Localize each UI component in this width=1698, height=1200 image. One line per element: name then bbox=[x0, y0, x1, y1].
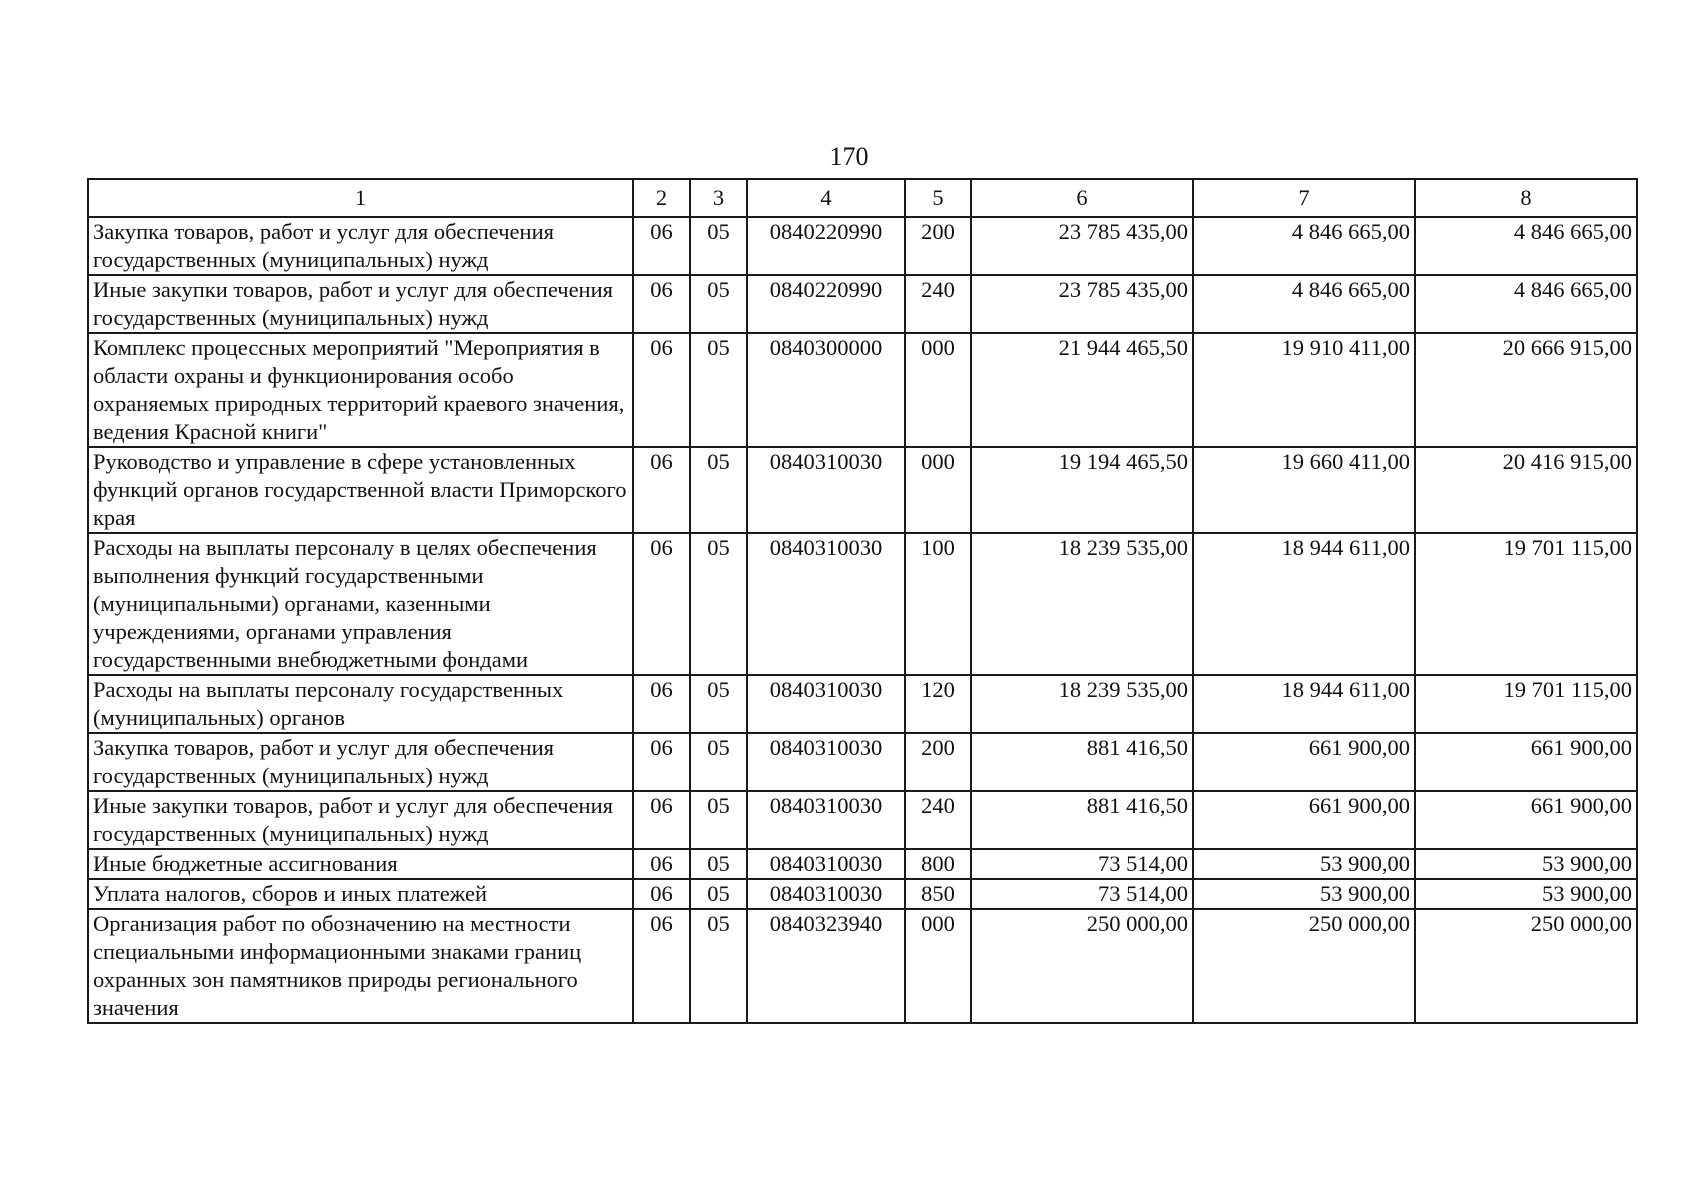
section-code: 06 bbox=[633, 879, 690, 909]
expense-name: Иные закупки товаров, работ и услуг для обеспечения государственных (муниципальных) нужд bbox=[88, 791, 633, 849]
subsection-code: 05 bbox=[690, 333, 747, 447]
amount-col-8: 53 900,00 bbox=[1415, 879, 1637, 909]
amount-col-8: 20 416 915,00 bbox=[1415, 447, 1637, 533]
target-article-code: 0840310030 bbox=[747, 733, 905, 791]
amount-col-7: 661 900,00 bbox=[1193, 733, 1415, 791]
amount-col-6: 73 514,00 bbox=[971, 879, 1193, 909]
expense-name: Иные закупки товаров, работ и услуг для обеспечения государственных (муниципальных) нужд bbox=[88, 275, 633, 333]
amount-col-6: 881 416,50 bbox=[971, 791, 1193, 849]
expense-name: Руководство и управление в сфере установленных функций органов государственной власти Приморского края bbox=[88, 447, 633, 533]
expense-type-code: 200 bbox=[905, 217, 971, 275]
table-row bbox=[88, 217, 1637, 275]
amount-col-7: 4 846 665,00 bbox=[1193, 275, 1415, 333]
column-header: 3 bbox=[690, 179, 747, 217]
expense-name: Расходы на выплаты персоналу государственных (муниципальных) органов bbox=[88, 675, 633, 733]
expense-name: Уплата налогов, сборов и иных платежей bbox=[88, 879, 633, 909]
expense-type-code: 000 bbox=[905, 909, 971, 1023]
column-header: 1 bbox=[88, 179, 633, 217]
amount-col-8: 53 900,00 bbox=[1415, 849, 1637, 879]
amount-col-7: 661 900,00 bbox=[1193, 791, 1415, 849]
section-code: 06 bbox=[633, 275, 690, 333]
expense-name: Иные бюджетные ассигнования bbox=[88, 849, 633, 879]
amount-col-6: 23 785 435,00 bbox=[971, 275, 1193, 333]
amount-col-7: 53 900,00 bbox=[1193, 849, 1415, 879]
target-article-code: 0840310030 bbox=[747, 849, 905, 879]
expense-name: Комплекс процессных мероприятий "Мероприятия в области охраны и функционирования особо охраняемых природных территорий краевого значения, ведения Красной книги" bbox=[88, 333, 633, 447]
target-article-code: 0840310030 bbox=[747, 879, 905, 909]
expense-type-code: 800 bbox=[905, 849, 971, 879]
column-header: 4 bbox=[747, 179, 905, 217]
subsection-code: 05 bbox=[690, 733, 747, 791]
table-row bbox=[88, 447, 1637, 533]
subsection-code: 05 bbox=[690, 675, 747, 733]
amount-col-8: 19 701 115,00 bbox=[1415, 533, 1637, 675]
amount-col-8: 20 666 915,00 bbox=[1415, 333, 1637, 447]
subsection-code: 05 bbox=[690, 275, 747, 333]
expense-type-code: 850 bbox=[905, 879, 971, 909]
target-article-code: 0840220990 bbox=[747, 275, 905, 333]
amount-col-6: 19 194 465,50 bbox=[971, 447, 1193, 533]
section-code: 06 bbox=[633, 791, 690, 849]
budget-table bbox=[87, 178, 1638, 1024]
column-header: 5 bbox=[905, 179, 971, 217]
table-row bbox=[88, 675, 1637, 733]
target-article-code: 0840310030 bbox=[747, 447, 905, 533]
header-row bbox=[88, 179, 1637, 217]
target-article-code: 0840323940 bbox=[747, 909, 905, 1023]
section-code: 06 bbox=[633, 849, 690, 879]
table-row bbox=[88, 533, 1637, 675]
amount-col-8: 4 846 665,00 bbox=[1415, 275, 1637, 333]
expense-name: Закупка товаров, работ и услуг для обеспечения государственных (муниципальных) нужд bbox=[88, 733, 633, 791]
table-row bbox=[88, 879, 1637, 909]
section-code: 06 bbox=[633, 733, 690, 791]
expense-type-code: 100 bbox=[905, 533, 971, 675]
expense-type-code: 120 bbox=[905, 675, 971, 733]
amount-col-6: 881 416,50 bbox=[971, 733, 1193, 791]
section-code: 06 bbox=[633, 217, 690, 275]
table-body bbox=[88, 217, 1637, 1023]
table-row bbox=[88, 909, 1637, 1023]
table-row bbox=[88, 333, 1637, 447]
amount-col-7: 250 000,00 bbox=[1193, 909, 1415, 1023]
target-article-code: 0840310030 bbox=[747, 791, 905, 849]
section-code: 06 bbox=[633, 909, 690, 1023]
expense-name: Расходы на выплаты персоналу в целях обеспечения выполнения функций государственными (муниципальными) органами, казенными учреждениями, органами управления государственными внебюджетными фондами bbox=[88, 533, 633, 675]
subsection-code: 05 bbox=[690, 909, 747, 1023]
amount-col-6: 18 239 535,00 bbox=[971, 533, 1193, 675]
amount-col-7: 18 944 611,00 bbox=[1193, 675, 1415, 733]
expense-name: Закупка товаров, работ и услуг для обеспечения государственных (муниципальных) нужд bbox=[88, 217, 633, 275]
amount-col-8: 661 900,00 bbox=[1415, 791, 1637, 849]
section-code: 06 bbox=[633, 533, 690, 675]
table-row bbox=[88, 791, 1637, 849]
target-article-code: 0840220990 bbox=[747, 217, 905, 275]
column-header: 7 bbox=[1193, 179, 1415, 217]
amount-col-8: 4 846 665,00 bbox=[1415, 217, 1637, 275]
table-row bbox=[88, 849, 1637, 879]
subsection-code: 05 bbox=[690, 879, 747, 909]
subsection-code: 05 bbox=[690, 447, 747, 533]
amount-col-7: 18 944 611,00 bbox=[1193, 533, 1415, 675]
table-row bbox=[88, 733, 1637, 791]
amount-col-8: 250 000,00 bbox=[1415, 909, 1637, 1023]
amount-col-8: 19 701 115,00 bbox=[1415, 675, 1637, 733]
amount-col-7: 4 846 665,00 bbox=[1193, 217, 1415, 275]
table-row bbox=[88, 275, 1637, 333]
target-article-code: 0840300000 bbox=[747, 333, 905, 447]
amount-col-7: 19 910 411,00 bbox=[1193, 333, 1415, 447]
section-code: 06 bbox=[633, 333, 690, 447]
amount-col-6: 250 000,00 bbox=[971, 909, 1193, 1023]
section-code: 06 bbox=[633, 675, 690, 733]
amount-col-6: 21 944 465,50 bbox=[971, 333, 1193, 447]
subsection-code: 05 bbox=[690, 533, 747, 675]
amount-col-7: 19 660 411,00 bbox=[1193, 447, 1415, 533]
expense-name: Организация работ по обозначению на местности специальными информационными знаками границ охранных зон памятников природы регионального значения bbox=[88, 909, 633, 1023]
target-article-code: 0840310030 bbox=[747, 533, 905, 675]
page-number: 170 bbox=[829, 142, 869, 171]
expense-type-code: 000 bbox=[905, 447, 971, 533]
target-article-code: 0840310030 bbox=[747, 675, 905, 733]
column-header: 2 bbox=[633, 179, 690, 217]
expense-type-code: 240 bbox=[905, 791, 971, 849]
expense-type-code: 000 bbox=[905, 333, 971, 447]
amount-col-7: 53 900,00 bbox=[1193, 879, 1415, 909]
amount-col-8: 661 900,00 bbox=[1415, 733, 1637, 791]
expense-type-code: 200 bbox=[905, 733, 971, 791]
amount-col-6: 73 514,00 bbox=[971, 849, 1193, 879]
column-header: 8 bbox=[1415, 179, 1637, 217]
section-code: 06 bbox=[633, 447, 690, 533]
subsection-code: 05 bbox=[690, 217, 747, 275]
column-header: 6 bbox=[971, 179, 1193, 217]
amount-col-6: 23 785 435,00 bbox=[971, 217, 1193, 275]
expense-type-code: 240 bbox=[905, 275, 971, 333]
subsection-code: 05 bbox=[690, 791, 747, 849]
subsection-code: 05 bbox=[690, 849, 747, 879]
amount-col-6: 18 239 535,00 bbox=[971, 675, 1193, 733]
